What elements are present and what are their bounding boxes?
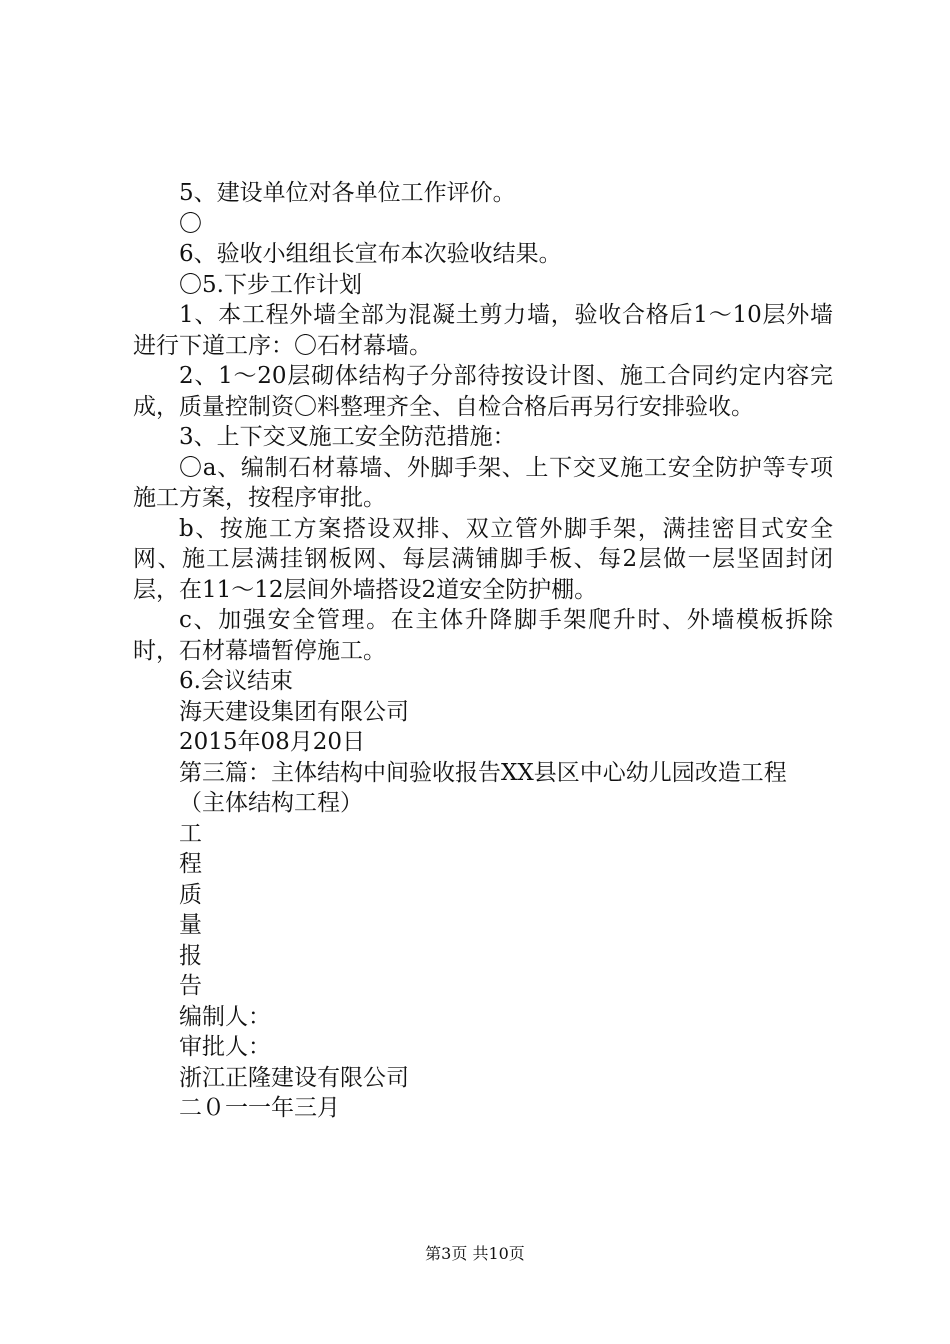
paragraph-plan-3a: 〇a、编制石材幕墙、外脚手架、上下交叉施工安全防护等专项施工方案，按程序审批。 — [133, 454, 833, 511]
vertical-title-char: 量 — [179, 912, 202, 938]
paragraph-plan-3b: b、按施工方案搭设双排、双立管外脚手架，满挂密目式安全网、施工层满挂钢板网、每层满铺脚手板、每2层做一层坚固封闭层，在11～12层间外墙搭设2道安全防护棚。 — [133, 515, 833, 603]
paragraph-plan-1: 1、本工程外墙全部为混凝土剪力墙，验收合格后1～10层外墙进行下道工序：〇石材幕墙。 — [133, 302, 833, 359]
section-meeting-end: 6.会议结束 — [179, 668, 293, 694]
vertical-title-char: 告 — [179, 973, 202, 999]
contractor-name: 浙江正隆建设有限公司 — [179, 1064, 409, 1091]
editor-label: 编制人： — [179, 1003, 271, 1030]
vertical-title-char: 工 — [179, 820, 202, 847]
approver-label: 审批人： — [179, 1034, 271, 1060]
paragraph-acceptance-result: 6、验收小组组长宣布本次验收结果。 — [179, 241, 562, 267]
vertical-title-char: 程 — [179, 851, 202, 877]
project-subtitle: （主体结构工程） — [179, 790, 363, 816]
company-name: 海天建设集团有限公司 — [179, 698, 409, 725]
page-footer: 第3页 共10页 — [425, 1244, 525, 1263]
vertical-title-char: 报 — [179, 942, 202, 969]
paragraph-evaluation: 5、建设单位对各单位工作评价。 — [179, 180, 516, 206]
report-date: 二０一一年三月 — [179, 1095, 340, 1121]
paragraph-plan-2: 2、1～20层砌体结构子分部待按设计图、施工合同约定内容完成，质量控制资〇料整理齐全、自检合格后再另行安排验收。 — [133, 363, 833, 420]
document-body — [133, 178, 833, 1124]
paragraph-plan-3: 3、上下交叉施工安全防范措施： — [179, 424, 516, 450]
paragraph-plan-3c: c、加强安全管理。在主体升降脚手架爬升时、外墙模板拆除时，石材幕墙暂停施工。 — [133, 607, 833, 664]
section-next-plan: 〇5.下步工作计划 — [179, 271, 362, 298]
document-date: 2015年08月20日 — [179, 729, 366, 755]
chapter-title: 第三篇：主体结构中间验收报告XX县区中心幼儿园改造工程 — [179, 759, 787, 786]
vertical-title-char: 质 — [179, 881, 202, 908]
paragraph-marker: 〇 — [179, 210, 202, 237]
